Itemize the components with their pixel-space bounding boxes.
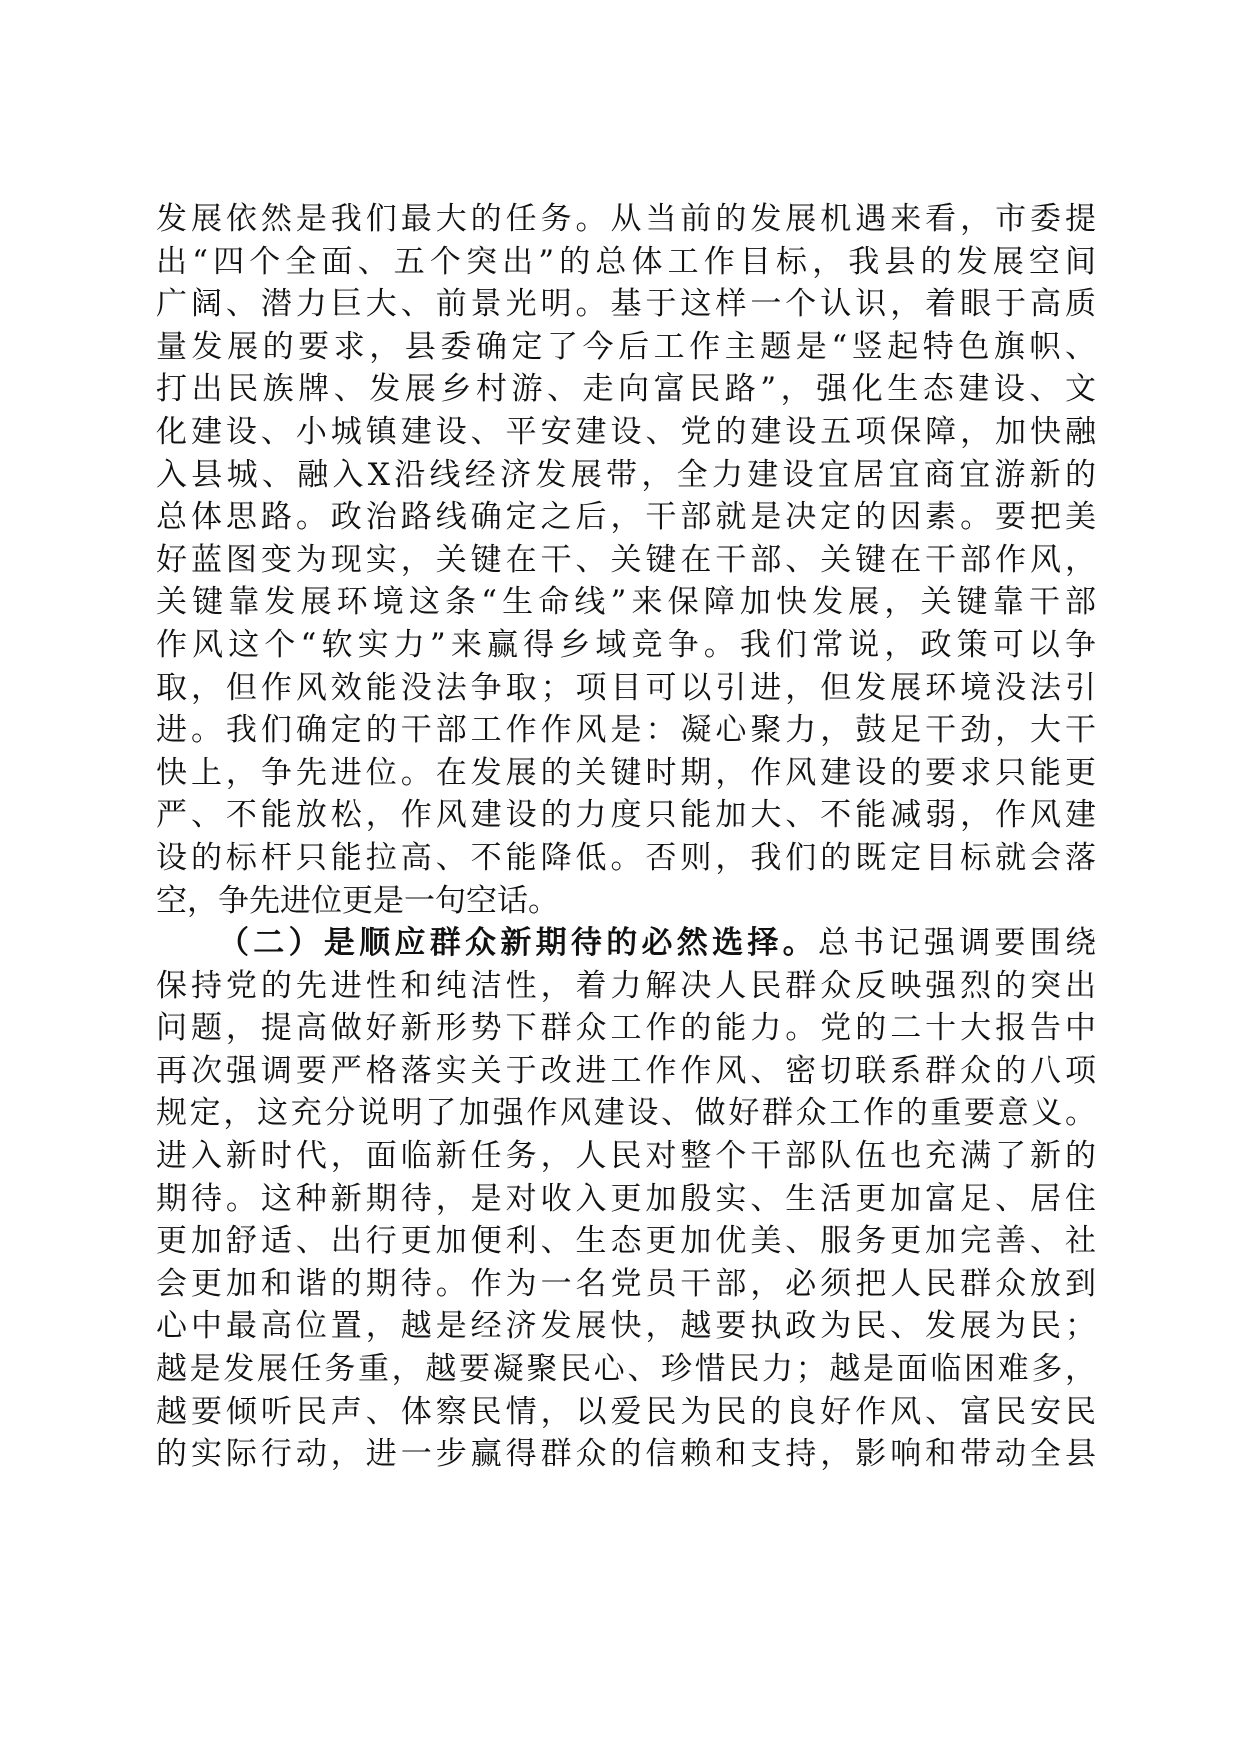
- text-line: 更加舒适、出行更加便利、生态更加优美、服务更加完善、社: [156, 1223, 1096, 1260]
- body-text: [156, 198, 1096, 1476]
- text-line: 关键靠发展环境这条“生命线”来保障加快发展，关键靠干部: [156, 584, 1096, 621]
- text-line: 好蓝图变为现实，关键在干、关键在干部、关键在干部作风，: [156, 541, 1096, 578]
- text-line: 作风这个“软实力”来赢得乡域竞争。我们常说，政策可以争: [156, 626, 1096, 663]
- text-line: 广阔、潜力巨大、前景光明。基于这样一个认识，着眼于高质: [156, 286, 1096, 323]
- text-line: 保持党的先进性和纯洁性，着力解决人民群众反映强烈的突出: [156, 967, 1096, 1004]
- text-line: 量发展的要求，县委确定了今后工作主题是“竖起特色旗帜、: [156, 328, 1096, 365]
- text-line: 进入新时代，面临新任务，人民对整个干部队伍也充满了新的: [156, 1138, 1096, 1175]
- text-line: 越是发展任务重，越要凝聚民心、珍惜民力；越是面临困难多，: [156, 1351, 1096, 1388]
- text-line: 发展依然是我们最大的任务。从当前的发展机遇来看，市委提: [156, 201, 1096, 237]
- text-line: 取，但作风效能没法争取；项目可以引进，但发展环境没法引: [156, 669, 1096, 706]
- text-line: 严、不能放松，作风建设的力度只能加大、不能减弱，作风建: [156, 797, 1096, 834]
- text-line: 化建设、小城镇建设、平安建设、党的建设五项保障，加快融: [156, 413, 1096, 450]
- text-line: 的实际行动，进一步赢得群众的信赖和支持，影响和带动全县: [156, 1436, 1096, 1473]
- text-line: 越要倾听民声、体察民情，以爱民为民的良好作风、富民安民: [156, 1393, 1096, 1430]
- section-heading-line: [156, 922, 1096, 965]
- text-line: 入县城、融入X沿线经济发展带，全力建设宜居宜商宜游新的: [156, 456, 1096, 493]
- section-heading-rest: 总书记强调要围绕: [817, 925, 1096, 962]
- text-line: 出“四个全面、五个突出”的总体工作目标，我县的发展空间: [156, 243, 1096, 280]
- text-line: 期待。这种新期待，是对收入更加殷实、生活更加富足、居住: [156, 1180, 1096, 1217]
- text-line: 设的标杆只能拉高、不能降低。否则，我们的既定目标就会落: [156, 839, 1096, 876]
- text-line: 问题，提高做好新形势下群众工作的能力。党的二十大报告中: [156, 1010, 1096, 1047]
- text-line: 快上，争先进位。在发展的关键时期，作风建设的要求只能更: [156, 754, 1096, 791]
- text-line: 规定，这充分说明了加强作风建设、做好群众工作的重要意义。: [156, 1095, 1096, 1132]
- text-line: 总体思路。政治路线确定之后，干部就是决定的因素。要把美: [156, 499, 1096, 536]
- text-line: 再次强调要严格落实关于改进工作作风、密切联系群众的八项: [156, 1052, 1096, 1089]
- text-line: 心中最高位置，越是经济发展快，越要执政为民、发展为民；: [156, 1308, 1096, 1345]
- text-line: 空，争先进位更是一句空话。: [156, 882, 559, 919]
- text-line: 会更加和谐的期待。作为一名党员干部，必须把人民群众放到: [156, 1265, 1096, 1302]
- text-line: 进。我们确定的干部工作作风是：凝心聚力，鼓足干劲，大干: [156, 712, 1096, 749]
- section-heading: （二）是顺应群众新期待的必然选择。: [218, 925, 818, 962]
- text-line: 打出民族牌、发展乡村游、走向富民路”，强化生态建设、文: [156, 371, 1096, 408]
